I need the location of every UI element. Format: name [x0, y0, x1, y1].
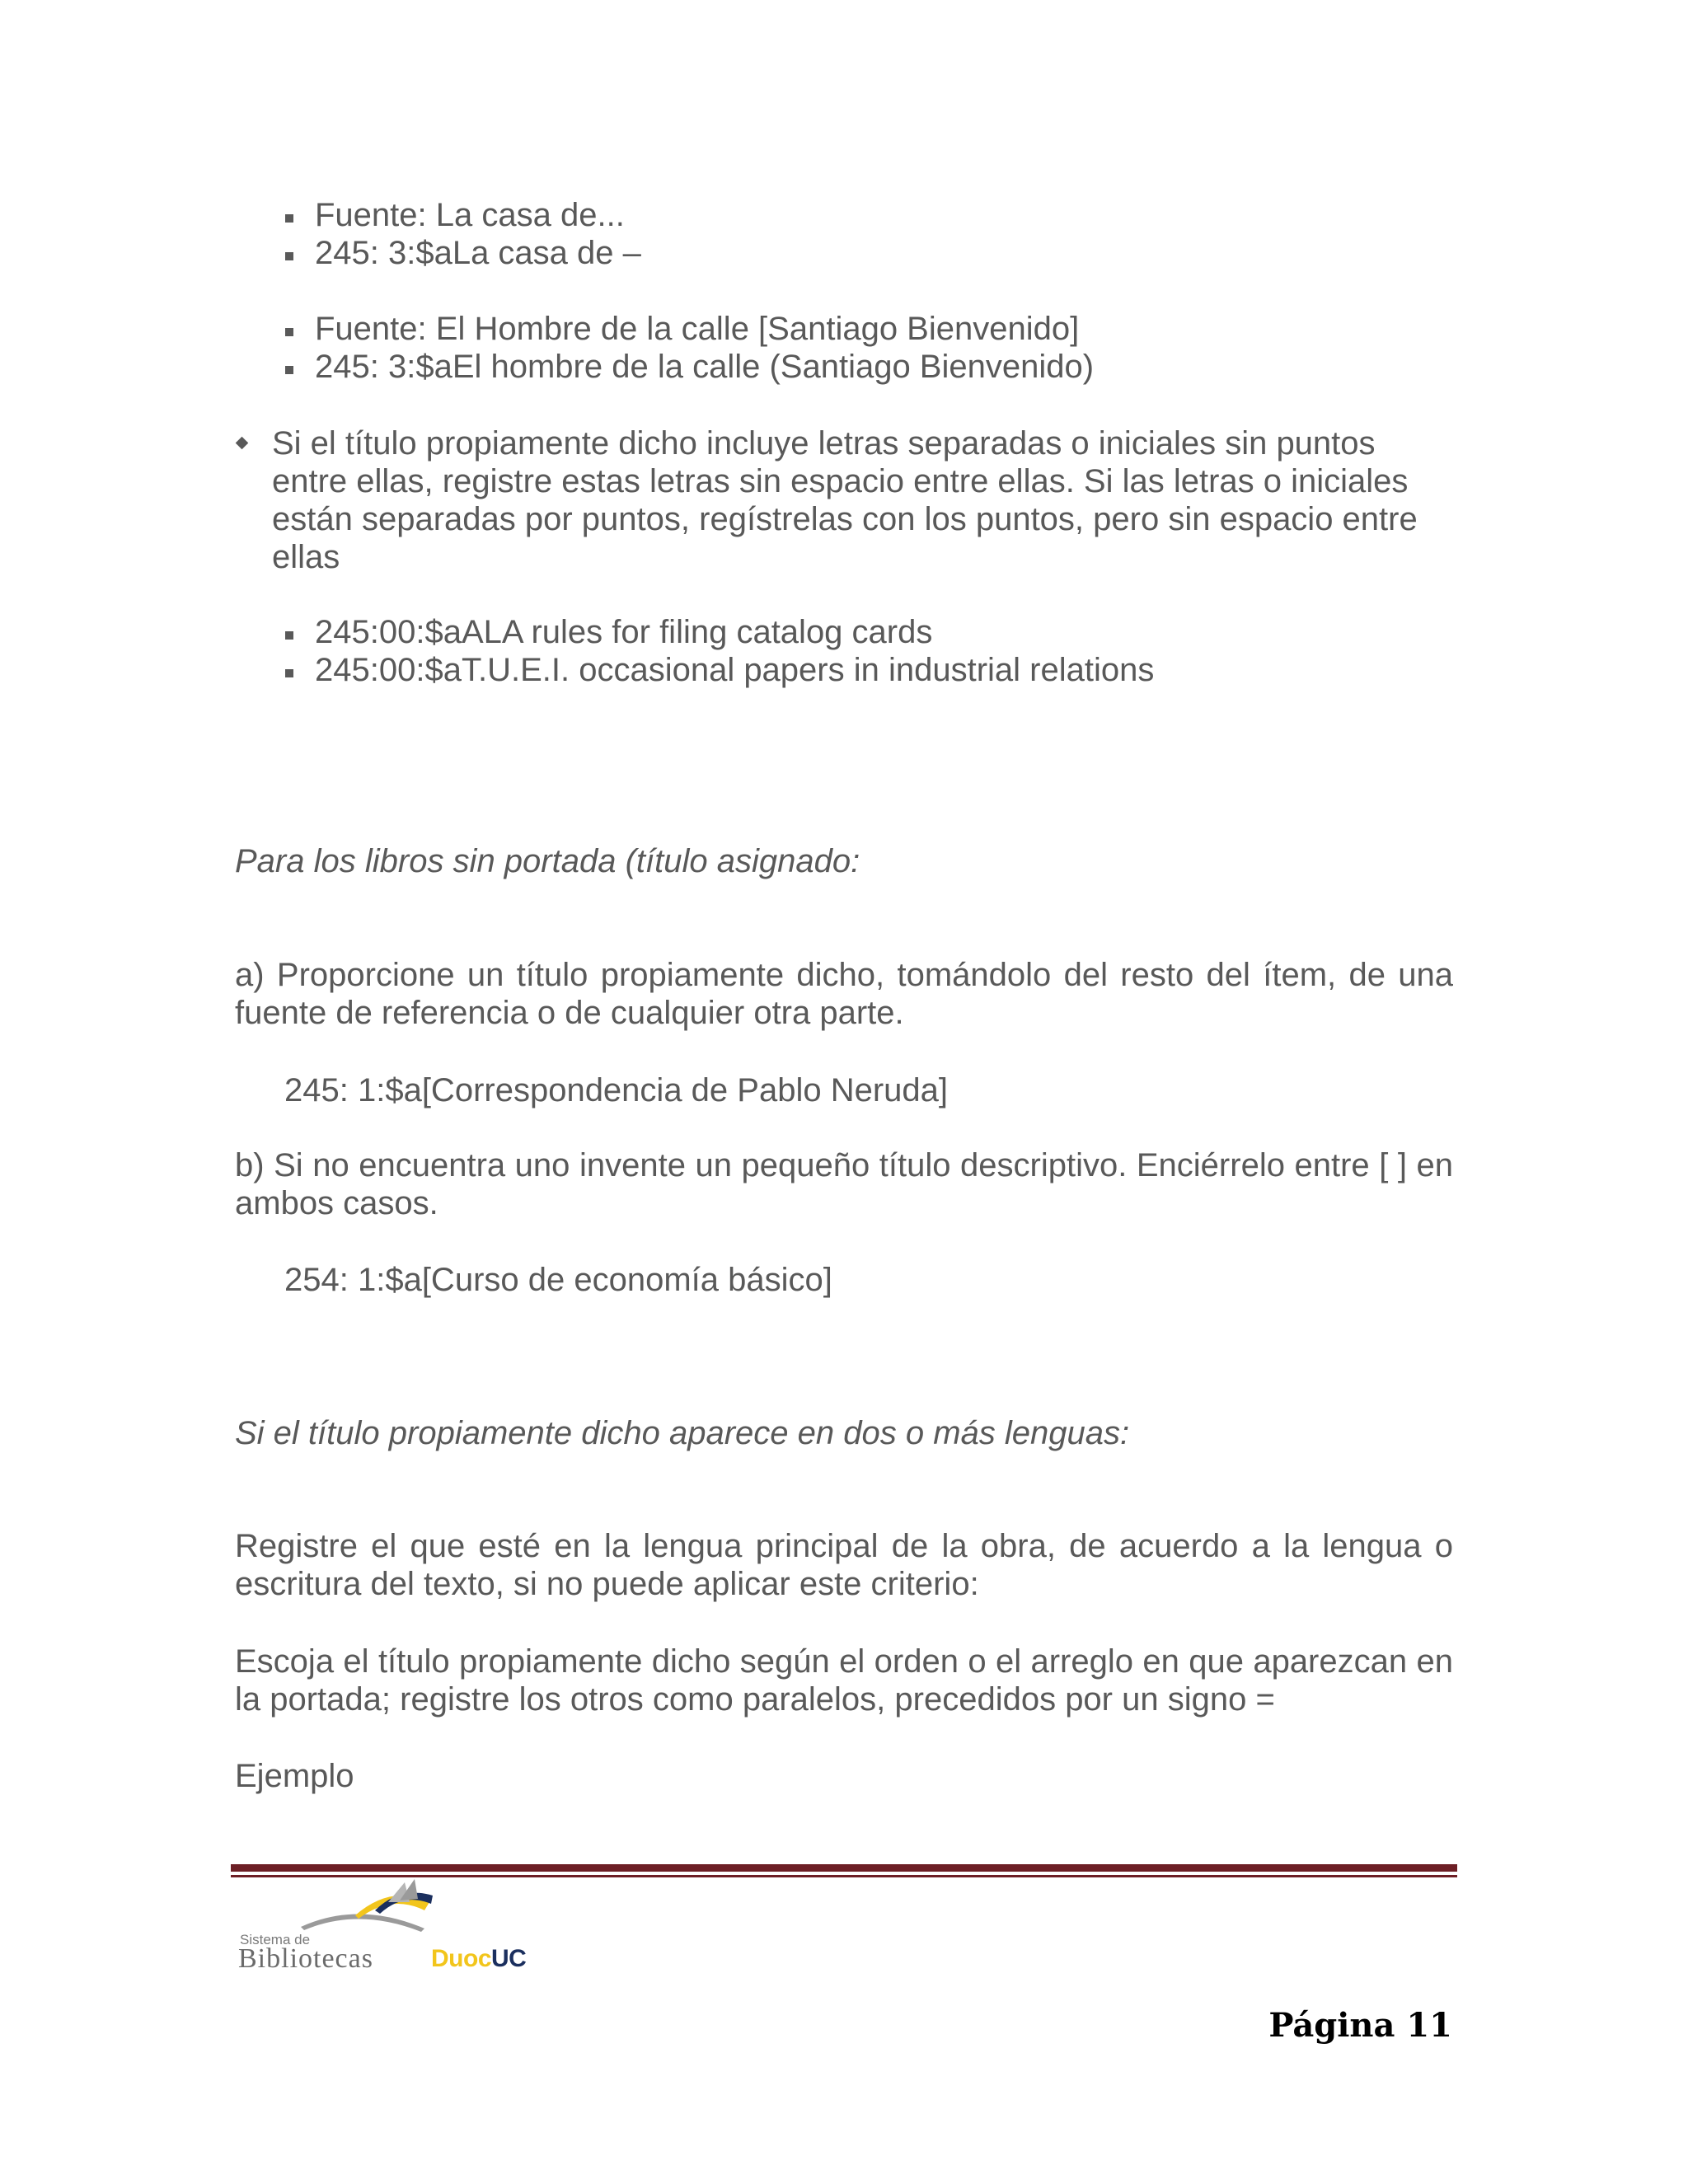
bullet-square-icon: [285, 669, 293, 677]
bullet-square-icon: [285, 252, 293, 260]
bullet-square-icon: [285, 631, 293, 640]
list-item: 245: 3:$aLa casa de –: [315, 235, 641, 271]
logo-brand-uc: UC: [491, 1945, 527, 1972]
example-entry: 245: 1:$a[Correspondencia de Pablo Neruda]: [284, 1072, 948, 1108]
bullet-square-icon: [285, 366, 293, 374]
section-heading: Para los libros sin portada (título asignado:: [235, 843, 860, 879]
list-item: 245: 3:$aEl hombre de la calle (Santiago Bienvenido): [315, 349, 1095, 385]
paragraph-d: Escoja el título propiamente dicho según el orden o el arreglo en que aparezcan en la portada; registre los otros como paralelos, precedidos por un signo =: [235, 1643, 1453, 1718]
rule-text-line: entre ellas, registre estas letras sin espacio entre ellas. Si las letras o iniciales: [272, 463, 1409, 499]
list-item: 245:00:$aALA rules for filing catalog cards: [315, 614, 933, 650]
logo-brand: [431, 1945, 526, 1973]
page-number: Página 11: [1268, 2006, 1452, 2045]
paragraph-c: Registre el que esté en la lengua principal de la obra, de acuerdo a la lengua o escritura del texto, si no puede aplicar este criterio:: [235, 1528, 1453, 1602]
section-heading: Si el título propiamente dicho aparece en dos o más lenguas:: [235, 1415, 1130, 1451]
footer-divider: [231, 1864, 1457, 1872]
paragraph-a: a) Proporcione un título propiamente dicho, tomándolo del resto del ítem, de una fuente de referencia o de cualquier otra parte.: [235, 957, 1453, 1031]
bullet-diamond-icon: [236, 437, 249, 450]
logo-subtitle: Sistema de: [240, 1932, 311, 1947]
list-item: Fuente: La casa de...: [315, 197, 625, 233]
logo-brand-duoc: Duoc: [431, 1945, 491, 1972]
bullet-square-icon: [285, 214, 293, 223]
rule-text-line: ellas: [272, 539, 340, 575]
library-logo: [235, 1877, 581, 1974]
paragraph-b: b) Si no encuentra uno invente un pequeño título descriptivo. Enciérrelo entre [ ] en ambos casos.: [235, 1147, 1453, 1221]
list-item: Fuente: El Hombre de la calle [Santiago Bienvenido]: [315, 311, 1080, 347]
example-entry: 254: 1:$a[Curso de economía básico]: [284, 1262, 832, 1298]
list-item: 245:00:$aT.U.E.I. occasional papers in industrial relations: [315, 652, 1155, 688]
paragraph-e: Ejemplo: [235, 1758, 354, 1794]
logo-title: Bibliotecas: [238, 1943, 373, 1974]
rule-text-line: están separadas por puntos, regístrelas con los puntos, pero sin espacio entre: [272, 501, 1418, 537]
bullet-square-icon: [285, 328, 293, 336]
rule-text-line: Si el título propiamente dicho incluye letras separadas o iniciales sin puntos: [272, 425, 1376, 462]
